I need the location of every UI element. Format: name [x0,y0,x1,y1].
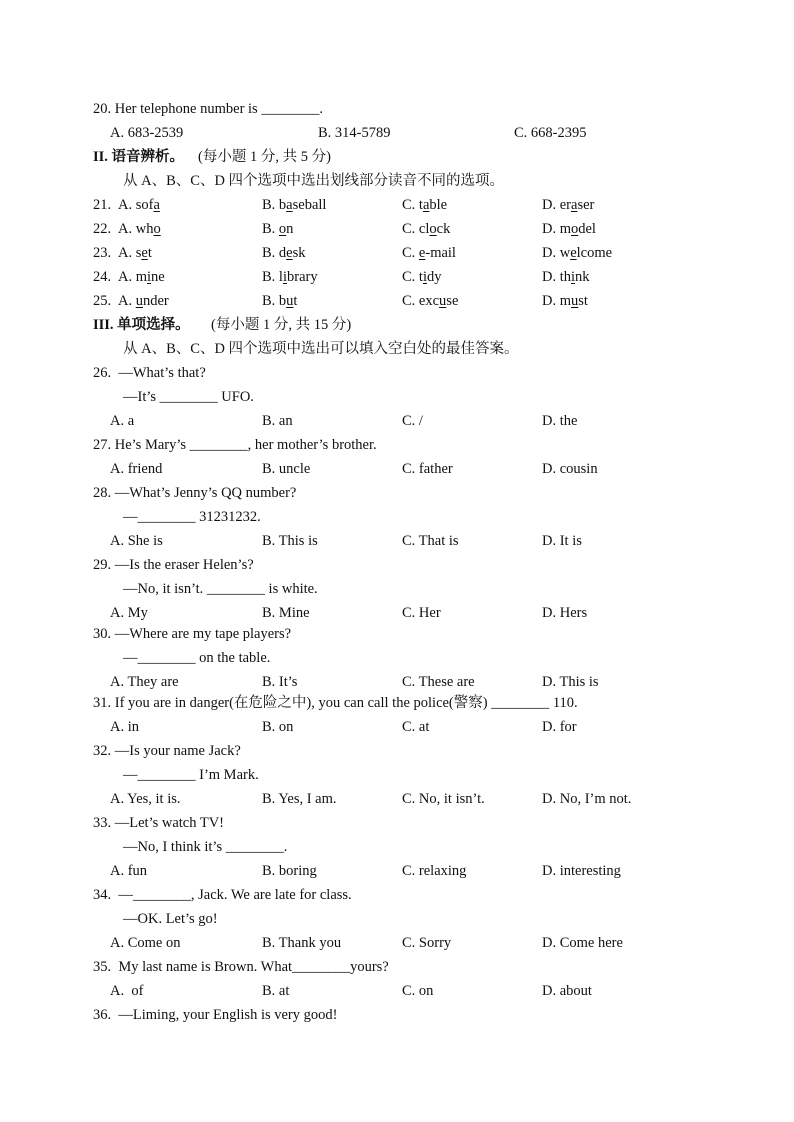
question-26-reply [0,387,794,407]
option-c: C. relaxing [402,863,467,879]
question-28-options [0,531,794,551]
question-30 [0,624,794,644]
option-d: D. Come here [542,935,623,951]
option-c: C. 668-2395 [514,125,587,141]
question-stem: 36. —Liming, your English is very good! [93,1007,338,1023]
option-c: C. Her [402,605,441,621]
option-text: A. sof [118,197,154,213]
question-20-options [0,123,794,143]
option-text: nder [142,293,169,309]
option-text: se [446,293,459,309]
question-34-options [0,933,794,953]
question-28 [0,483,794,503]
underlined-letter: u [571,293,579,309]
underlined-letter: e [418,245,426,261]
option-text: D. m [542,221,571,237]
option-b: B. on [262,719,294,735]
underlined-letter: e [286,245,293,261]
section-title: III. 单项选择。 [93,317,190,333]
option-b [262,267,318,287]
question-reply: —________ I’m Mark. [123,767,259,783]
section-3-heading [0,315,794,335]
question-stem: 30. —Where are my tape players? [93,626,292,642]
option-a: A. She is [110,533,163,549]
option-text: ble [429,197,448,213]
section-2-instruction [0,171,794,191]
option-text: st [578,293,588,309]
option-b: B. This is [262,533,318,549]
question-stem: 34. —________, Jack. We are late for class. [93,887,352,903]
option-b [262,291,297,311]
option-b: B. Thank you [262,935,342,951]
instruction-text: 从 A、B、C、D 四个选项中选出划线部分读音不同的选项。 [123,173,505,189]
question-reply: —It’s ________ UFO. [123,389,254,405]
question-26-options [0,411,794,431]
option-c: C. father [402,461,453,477]
underlined-letter: i [147,269,152,285]
option-text: C. [402,245,419,261]
section-3-instruction [0,339,794,359]
option-a: A. 683-2539 [110,125,184,141]
option-d: D. This is [542,674,599,690]
question-23 [0,243,794,263]
question-25 [0,291,794,311]
underlined-letter: a [286,197,293,213]
option-d: D. about [542,983,592,999]
option-a [118,219,161,239]
option-d: D. interesting [542,863,621,879]
question-stem: 27. He’s Mary’s ________, her mother’s brother. [93,437,377,453]
option-b [262,195,326,215]
question-30-options [0,672,794,692]
option-text: C. cl [402,221,430,237]
underlined-letter: u [135,293,143,309]
option-b: B. Yes, I am. [262,791,337,807]
question-stem: 28. —What’s Jenny’s QQ number? [93,485,297,501]
option-a: A. My [110,605,148,621]
option-text: ser [577,197,595,213]
option-a: A. They are [110,674,179,690]
option-text: B. b [262,293,287,309]
question-stem: 31. If you are in danger(在危险之中), you can call the police(警察) ________ 110. [93,695,578,711]
question-reply: —________ on the table. [123,650,271,666]
option-text: D. m [542,293,571,309]
option-b: B. an [262,413,293,429]
underlined-letter: o [571,221,579,237]
option-d: D. the [542,413,578,429]
section-score: (每小题 1 分, 共 15 分) [211,317,352,333]
question-number: 23. [93,245,112,261]
option-text: A. m [118,269,147,285]
underlined-letter: u [286,293,294,309]
option-d [542,243,612,263]
option-text: brary [286,269,318,285]
section-title: II. 语音辨析。 [93,149,185,165]
underlined-letter: a [422,197,430,213]
option-a: A. Yes, it is. [110,791,181,807]
option-c [402,195,447,215]
question-33-options [0,861,794,881]
option-b: B. at [262,983,290,999]
option-b: B. boring [262,863,317,879]
option-b: B. uncle [262,461,311,477]
option-text: C. exc [402,293,440,309]
question-stem: 32. —Is your name Jack? [93,743,241,759]
option-a: A. fun [110,863,148,879]
option-text: C. t [402,269,423,285]
underlined-letter: o [429,221,437,237]
question-reply: —No, I think it’s ________. [123,839,288,855]
option-c [402,291,458,311]
option-d: D. It is [542,533,582,549]
option-text: B. d [262,245,287,261]
question-reply: —No, it isn’t. ________ is white. [123,581,318,597]
question-22 [0,219,794,239]
option-text: t [293,293,298,309]
option-text: n [286,221,294,237]
option-text: B. [262,221,279,237]
underlined-letter: i [422,269,427,285]
option-c: C. That is [402,533,459,549]
option-d: D. for [542,719,577,735]
option-c: C. No, it isn’t. [402,791,485,807]
option-b [262,243,306,263]
underlined-letter: a [153,197,160,213]
question-31 [0,693,794,713]
question-33-reply [0,837,794,857]
question-stem: 33. —Let’s watch TV! [93,815,225,831]
section-2-heading [0,147,794,167]
option-a [118,291,169,311]
option-d [542,219,596,239]
option-text: D. th [542,269,571,285]
question-reply: —OK. Let’s go! [123,911,218,927]
question-stem: 35. My last name is Brown. What________yours? [93,959,389,975]
option-a: A. in [110,719,139,735]
option-d: D. No, I’m not. [542,791,632,807]
option-b: B. 314-5789 [318,125,391,141]
section-score: (每小题 1 分, 共 5 分) [198,149,331,165]
option-b [262,219,293,239]
option-a: A. of [110,983,144,999]
question-32 [0,741,794,761]
option-c: C. / [402,413,423,429]
option-c [402,267,441,287]
question-stem: 26. —What’s that? [93,365,206,381]
question-29 [0,555,794,575]
option-text: B. b [262,197,287,213]
question-29-options [0,603,794,623]
option-d [542,195,594,215]
option-d: D. cousin [542,461,598,477]
option-text: B. l [262,269,283,285]
option-d [542,291,588,311]
option-d: D. Hers [542,605,588,621]
question-29-reply [0,579,794,599]
question-33 [0,813,794,833]
option-text: A. [118,293,136,309]
option-b: B. Mine [262,605,310,621]
option-text: del [578,221,596,237]
question-35 [0,957,794,977]
question-34 [0,885,794,905]
question-24 [0,267,794,287]
option-c: C. at [402,719,430,735]
underlined-letter: e [141,245,148,261]
option-a [118,195,160,215]
question-32-reply [0,765,794,785]
question-26 [0,363,794,383]
option-text: D. er [542,197,571,213]
option-c [402,219,450,239]
option-a: A. Come on [110,935,181,951]
question-34-reply [0,909,794,929]
question-stem: 20. Her telephone number is ________. [93,101,323,117]
question-21 [0,195,794,215]
underlined-letter: a [571,197,578,213]
question-number: 25. [93,293,112,309]
option-a: A. a [110,413,135,429]
option-a: A. friend [110,461,163,477]
option-text: ne [151,269,165,285]
option-c: C. Sorry [402,935,452,951]
option-text: nk [575,269,590,285]
question-20 [0,99,794,119]
question-30-reply [0,648,794,668]
option-text: t [147,245,152,261]
option-text: dy [426,269,442,285]
question-reply: —________ 31231232. [123,509,261,525]
question-number: 24. [93,269,112,285]
option-text: sk [292,245,306,261]
option-a [118,267,165,287]
question-36 [0,1005,794,1025]
option-b: B. It’s [262,674,298,690]
question-35-options [0,981,794,1001]
instruction-text: 从 A、B、C、D 四个选项中选出可以填入空白处的最佳答案。 [123,341,519,357]
question-number: 22. [93,221,112,237]
option-text: D. w [542,245,571,261]
option-text: -mail [425,245,456,261]
option-text: ck [436,221,451,237]
option-text: A. s [118,245,142,261]
underlined-letter: o [153,221,161,237]
underlined-letter: i [571,269,576,285]
underlined-letter: u [439,293,447,309]
option-a [118,243,152,263]
question-27 [0,435,794,455]
option-c [402,243,456,263]
underlined-letter: e [570,245,577,261]
question-stem: 29. —Is the eraser Helen’s? [93,557,254,573]
question-27-options [0,459,794,479]
option-c: C. These are [402,674,475,690]
option-d [542,267,590,287]
option-c: C. on [402,983,434,999]
underlined-letter: i [282,269,287,285]
option-text: C. t [402,197,423,213]
question-number: 21. [93,197,112,213]
option-text: lcome [576,245,613,261]
option-text: A. wh [118,221,154,237]
question-31-options [0,717,794,737]
question-28-reply [0,507,794,527]
question-32-options [0,789,794,809]
option-text: seball [292,197,327,213]
underlined-letter: o [278,221,287,237]
